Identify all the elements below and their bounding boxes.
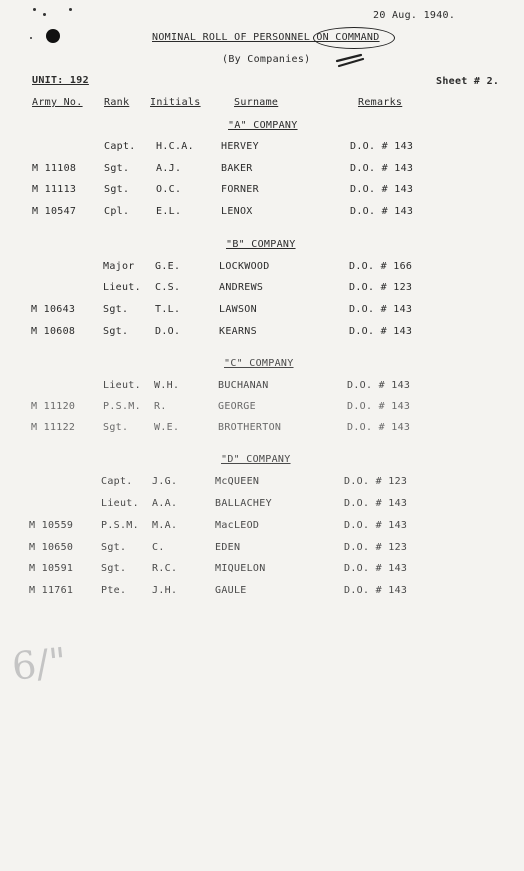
remarks-cell: D.O. # 123 [344, 542, 408, 553]
document-title: NOMINAL ROLL OF PERSONNEL ON COMMAND [152, 32, 380, 43]
column-header-surname: Surname [234, 97, 279, 108]
surname-cell: LAWSON [219, 304, 257, 315]
company-heading: "B" COMPANY [226, 239, 296, 250]
army-no-cell: M 11120 [31, 401, 76, 412]
speck [69, 8, 72, 11]
punch-hole [46, 29, 60, 43]
surname-cell: EDEN [215, 542, 241, 553]
rank-cell: Capt. [101, 476, 133, 487]
unit-label: UNIT: 192 [32, 75, 89, 86]
handwritten-circle [313, 27, 395, 49]
initials-cell: J.G. [152, 476, 178, 487]
rank-cell: Lieut. [101, 498, 139, 509]
army-no-cell: M 10608 [31, 326, 76, 337]
remarks-cell: D.O. # 143 [344, 585, 408, 596]
document-date: 20 Aug. 1940. [373, 10, 456, 21]
remarks-cell: D.O. # 143 [350, 206, 414, 217]
initials-cell: H.C.A. [156, 141, 194, 152]
rank-cell: Lieut. [103, 282, 141, 293]
initials-cell: O.C. [156, 184, 182, 195]
initials-cell: W.E. [154, 422, 180, 433]
army-no-cell: M 11113 [32, 184, 77, 195]
army-no-cell: M 11761 [29, 585, 74, 596]
army-no-cell: M 11108 [32, 163, 77, 174]
handwritten-mark [335, 52, 365, 68]
pencil-margin-note: 6/" [9, 639, 69, 689]
rank-cell: Sgt. [101, 542, 127, 553]
column-header-rank: Rank [104, 97, 130, 108]
surname-cell: BAKER [221, 163, 253, 174]
remarks-cell: D.O. # 143 [349, 326, 413, 337]
surname-cell: FORNER [221, 184, 259, 195]
remarks-cell: D.O. # 143 [344, 520, 408, 531]
speck [33, 8, 36, 11]
surname-cell: KEARNS [219, 326, 257, 337]
rank-cell: P.S.M. [103, 401, 141, 412]
rank-cell: P.S.M. [101, 520, 139, 531]
surname-cell: HERVEY [221, 141, 259, 152]
rank-cell: Sgt. [103, 304, 129, 315]
surname-cell: BUCHANAN [218, 380, 269, 391]
company-heading: "D" COMPANY [221, 454, 291, 465]
remarks-cell: D.O. # 143 [349, 304, 413, 315]
initials-cell: T.L. [155, 304, 181, 315]
initials-cell: J.H. [152, 585, 178, 596]
remarks-cell: D.O. # 143 [344, 498, 408, 509]
initials-cell: W.H. [154, 380, 180, 391]
rank-cell: Sgt. [103, 326, 129, 337]
remarks-cell: D.O. # 143 [347, 422, 411, 433]
rank-cell: Sgt. [101, 563, 127, 574]
rank-cell: Lieut. [103, 380, 141, 391]
remarks-cell: D.O. # 143 [347, 380, 411, 391]
initials-cell: M.A. [152, 520, 178, 531]
army-no-cell: M 11122 [31, 422, 76, 433]
rank-cell: Major [103, 261, 135, 272]
remarks-cell: D.O. # 123 [349, 282, 413, 293]
initials-cell: D.O. [155, 326, 181, 337]
remarks-cell: D.O. # 143 [347, 401, 411, 412]
army-no-cell: M 10650 [29, 542, 74, 553]
initials-cell: A.A. [152, 498, 178, 509]
rank-cell: Sgt. [103, 422, 129, 433]
initials-cell: C. [152, 542, 165, 553]
initials-cell: A.J. [156, 163, 182, 174]
remarks-cell: D.O. # 143 [350, 184, 414, 195]
sheet-number: Sheet # 2. [436, 76, 500, 87]
rank-cell: Pte. [101, 585, 127, 596]
speck [30, 37, 32, 39]
surname-cell: MIQUELON [215, 563, 266, 574]
surname-cell: ANDREWS [219, 282, 264, 293]
initials-cell: R.C. [152, 563, 178, 574]
surname-cell: BROTHERTON [218, 422, 282, 433]
remarks-cell: D.O. # 123 [344, 476, 408, 487]
initials-cell: R. [154, 401, 167, 412]
surname-cell: BALLACHEY [215, 498, 272, 509]
army-no-cell: M 10559 [29, 520, 74, 531]
company-heading: "A" COMPANY [228, 120, 298, 131]
document-subtitle: (By Companies) [222, 54, 311, 65]
army-no-cell: M 10547 [32, 206, 77, 217]
surname-cell: LENOX [221, 206, 253, 217]
army-no-cell: M 10591 [29, 563, 74, 574]
surname-cell: McQUEEN [215, 476, 260, 487]
company-heading: "C" COMPANY [224, 358, 294, 369]
rank-cell: Sgt. [104, 184, 130, 195]
remarks-cell: D.O. # 143 [350, 141, 414, 152]
initials-cell: C.S. [155, 282, 181, 293]
column-header-initials: Initials [150, 97, 201, 108]
rank-cell: Sgt. [104, 163, 130, 174]
surname-cell: GEORGE [218, 401, 256, 412]
column-header-remarks: Remarks [358, 97, 403, 108]
speck [43, 13, 46, 16]
rank-cell: Capt. [104, 141, 136, 152]
surname-cell: LOCKWOOD [219, 261, 270, 272]
surname-cell: GAULE [215, 585, 247, 596]
surname-cell: MacLEOD [215, 520, 260, 531]
initials-cell: G.E. [155, 261, 181, 272]
rank-cell: Cpl. [104, 206, 130, 217]
remarks-cell: D.O. # 143 [344, 563, 408, 574]
army-no-cell: M 10643 [31, 304, 76, 315]
column-header-army-no: Army No. [32, 97, 83, 108]
initials-cell: E.L. [156, 206, 182, 217]
remarks-cell: D.O. # 143 [350, 163, 414, 174]
remarks-cell: D.O. # 166 [349, 261, 413, 272]
